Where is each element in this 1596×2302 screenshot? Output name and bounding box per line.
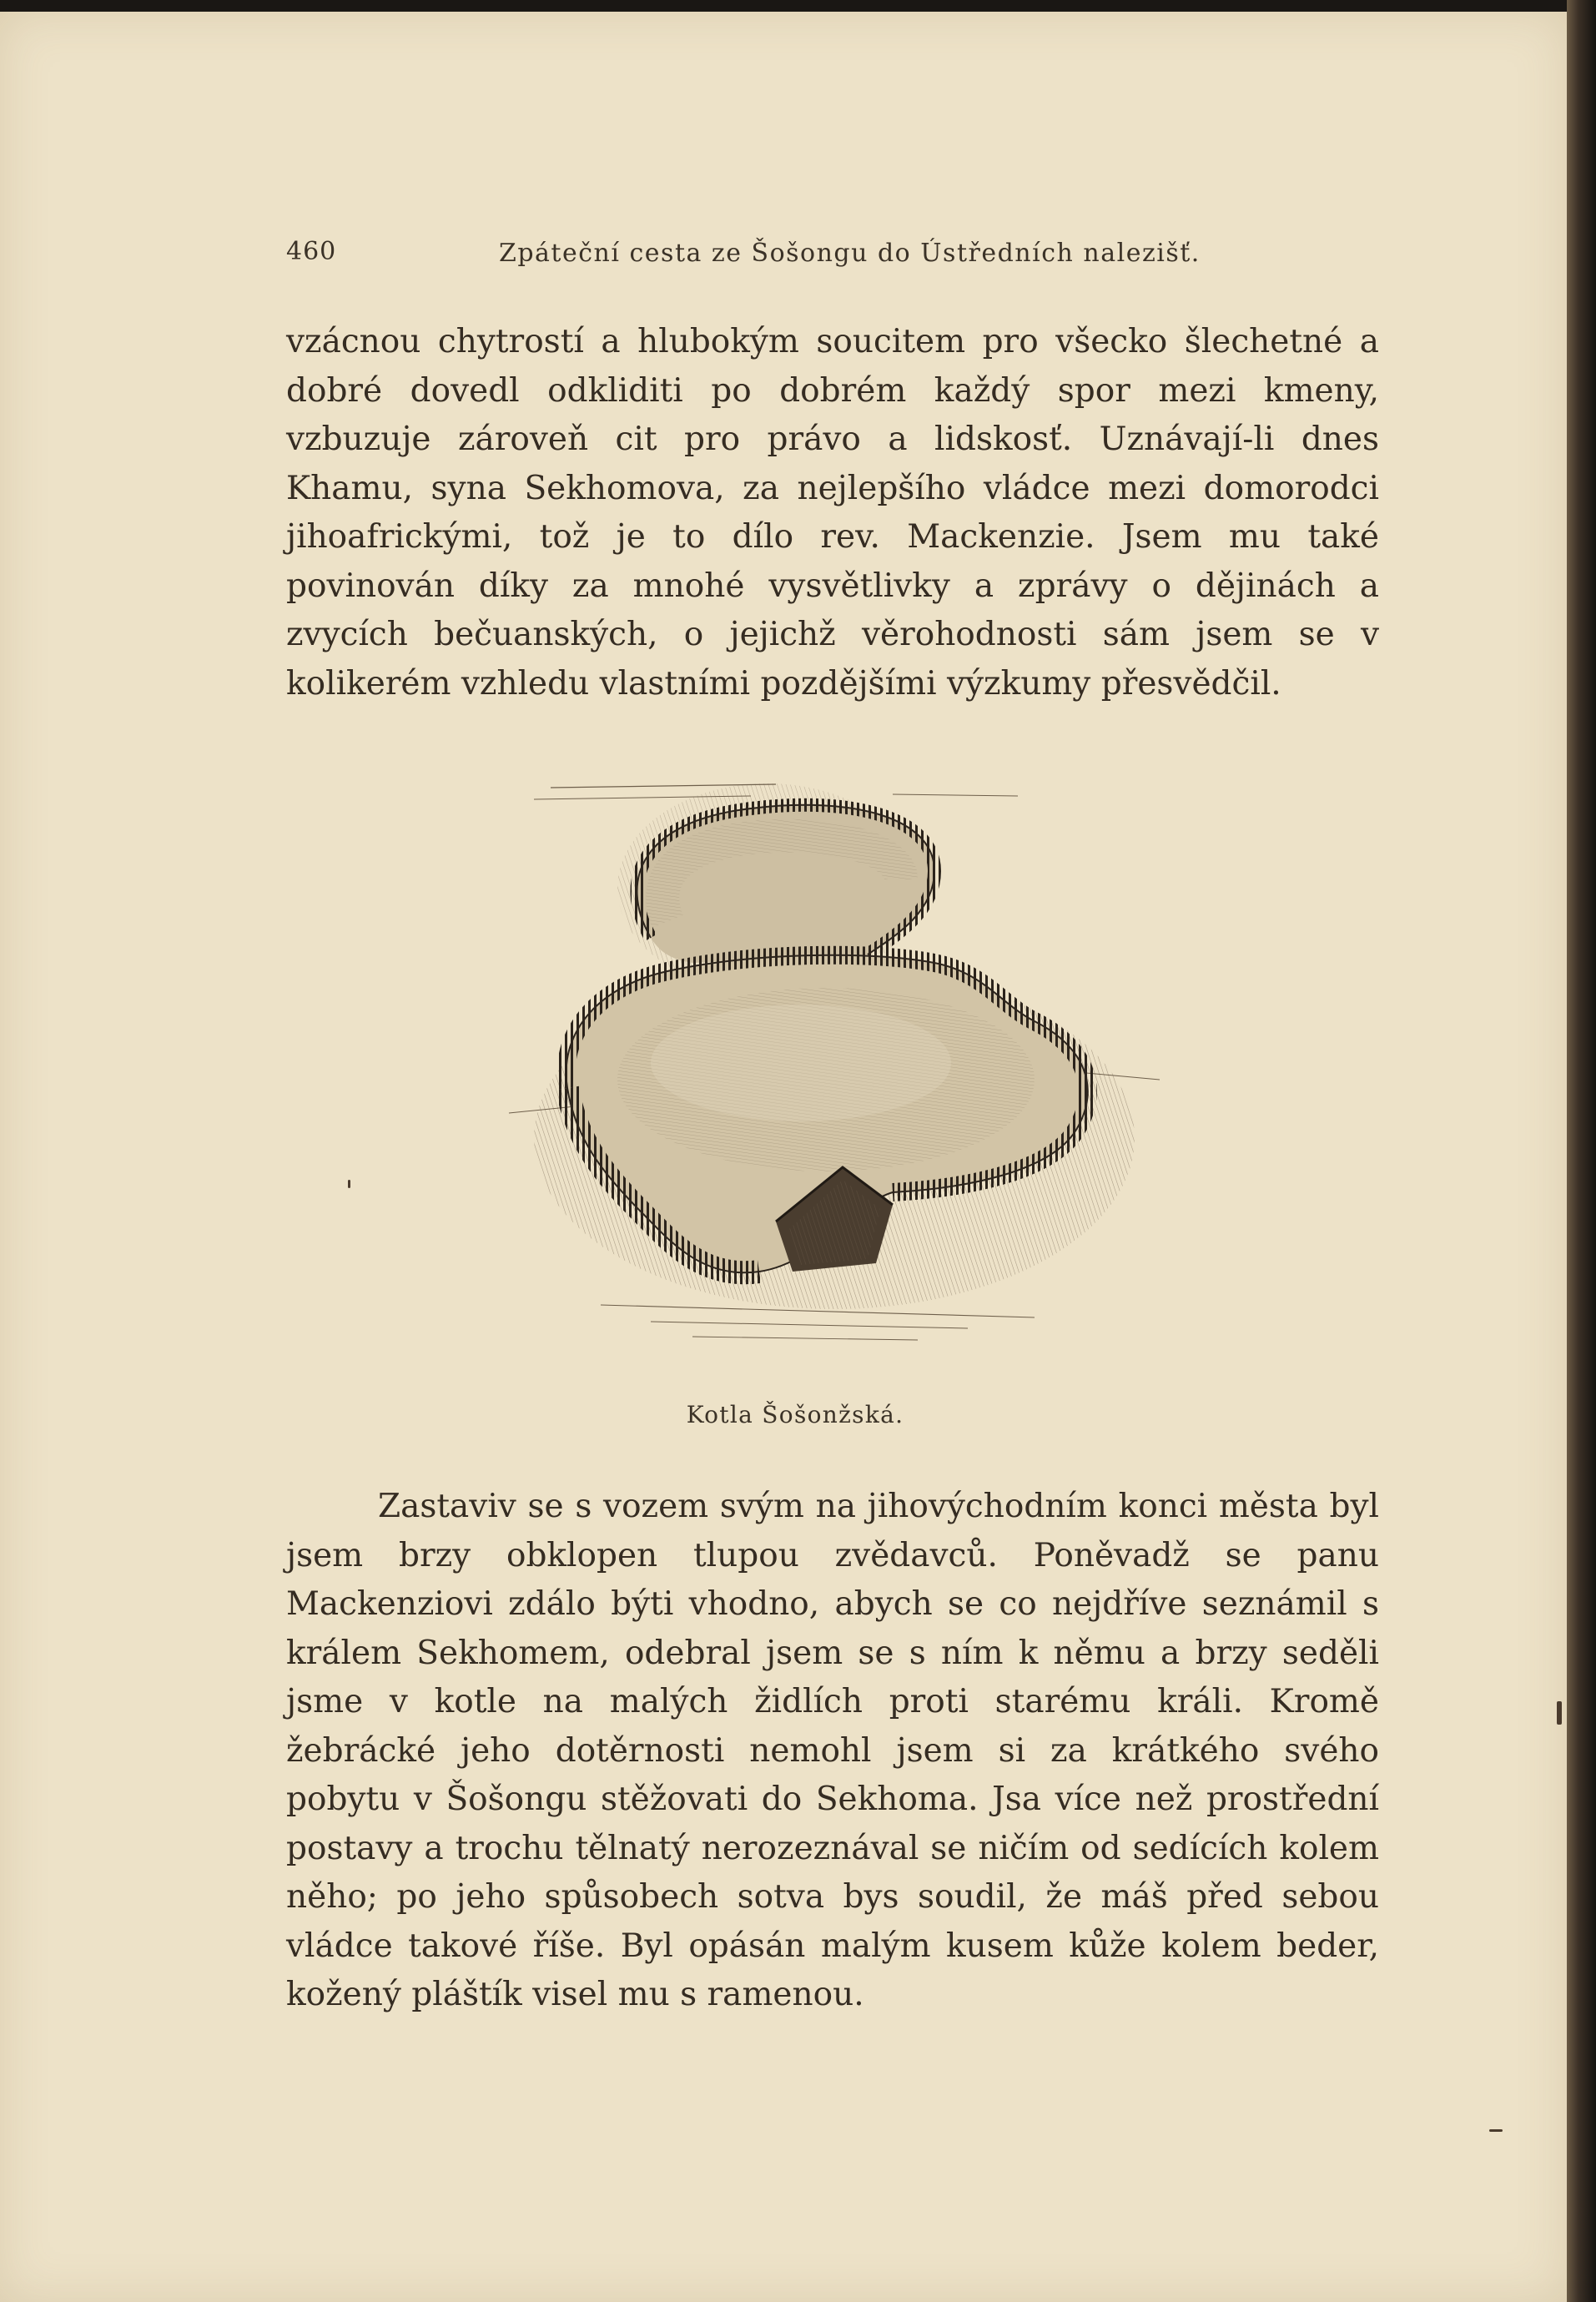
book-page	[0, 12, 1567, 2302]
kotla-illustration	[501, 771, 1168, 1380]
figure-caption: Kotla Šošonžská.	[686, 1401, 904, 1428]
page-header	[286, 237, 1387, 275]
paragraph-2: Zastaviv se s vozem svým na jihovýchodním konci města byl jsem brzy obklopen tlupou zvědavců. Poněvadž se panu Mackenziovi zdálo býti vhodno, abych se co nejdříve seznámil s králem Sekhomem, odebral jsem se s ním k němu a brzy seděli jsme v kotle na malých židlích proti starému králi. Kromě žebrácké jeho dotěrnosti nemohl jsem si za krátkého svého pobytu v Šošongu stěžovati do Sekhoma. Jsa více než prostřední postavy a trochu tělnatý nerozeznával se ničím od sedících kolem něho; po jeho spůsobech sotva bys soudil, že máš před sebou vládce takové říše. Byl opásán malým kusem kůže kolem beder, kožený pláštík visel mu s ramenou.	[286, 1488, 1379, 2013]
running-title: Zpáteční cesta ze Šošongu do Ústředních nalezišť.	[499, 239, 1201, 268]
page-number: 460	[286, 237, 337, 266]
ink-speck	[1557, 1701, 1562, 1725]
paragraph-1: vzácnou chytrostí a hlubokým soucitem pro všecko šlechetné a dobré dovedl odkliditi po dobrém každý spor mezi kmeny, vzbuzuje zároveň cit pro právo a lidskosť. Uznávají-li dnes Khamu, syna Sekhomova, za nejlepšího vládce mezi domorodci jihoafrickými, tož je to dílo rev. Mackenzie. Jsem mu také povinován díky za mnohé vysvětlivky a zprávy o dějinách a zvycích bečuanských, o jejichž věrohodnosti sám jsem se v kolikerém vzhledu vlastními pozdějšími výzkumy přesvědčil.	[286, 323, 1379, 703]
small-enclosure	[637, 805, 934, 963]
ink-speck	[348, 1180, 350, 1188]
ink-speck	[1489, 2129, 1503, 2132]
page-edge	[1567, 0, 1596, 2302]
